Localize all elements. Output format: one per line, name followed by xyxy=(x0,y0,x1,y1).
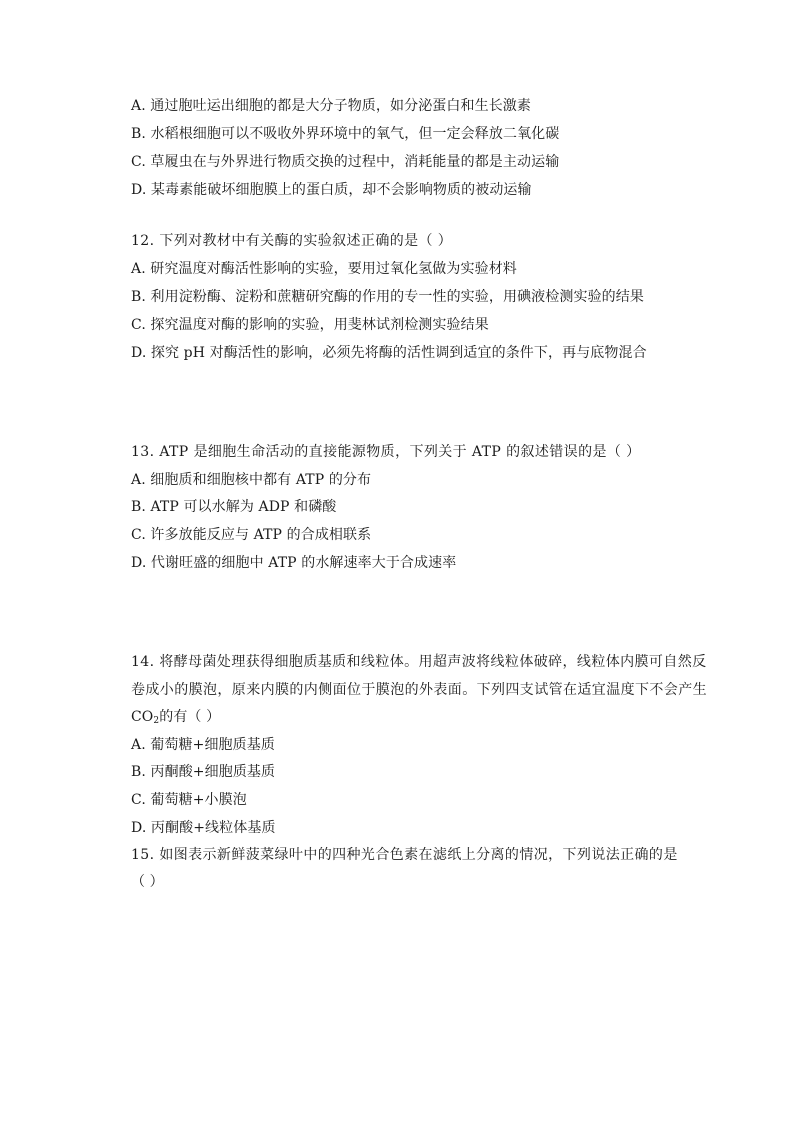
q13-option-b: B. ATP 可以水解为 ADP 和磷酸 xyxy=(131,499,337,515)
q15-stem-line1: 15. 如图表示新鲜菠菜绿叶中的四种光合色素在滤纸上分离的情况，下列说法正确的是 xyxy=(131,847,678,863)
q14-option-d: D. 丙酮酸+线粒体基质 xyxy=(131,820,276,836)
q11-option-a: A. 通过胞吐运出细胞的都是大分子物质，如分泌蛋白和生长激素 xyxy=(131,98,532,114)
q14-stem-line1: 14. 将酵母菌处理获得细胞质基质和线粒体。用超声波将线粒体破碎，线粒体内膜可自然反 xyxy=(131,654,707,670)
q12-stem: 12. 下列对教材中有关酶的实验叙述正确的是（ ） xyxy=(131,233,453,249)
q13-option-c: C. 许多放能反应与 ATP 的合成相联系 xyxy=(131,527,372,543)
q14-stem-line2: 卷成小的膜泡，原来内膜的内侧面位于膜泡的外表面。下列四支试管在适宜温度下不会产生 xyxy=(131,682,707,698)
q12-option-d: D. 探究 pH 对酶活性的影响，必须先将酶的活性调到适宜的条件下，再与底物混合 xyxy=(131,345,647,361)
q11-option-c: C. 草履虫在与外界进行物质交换的过程中，消耗能量的都是主动运输 xyxy=(131,154,560,170)
q11-option-b: B. 水稻根细胞可以不吸收外界环境中的氧气，但一定会释放二氧化碳 xyxy=(131,126,560,142)
q11-option-d: D. 某毒素能破坏细胞膜上的蛋白质，却不会影响物质的被动运输 xyxy=(131,182,532,198)
q15-stem-line2: （ ） xyxy=(131,874,164,890)
q14-option-b: B. 丙酮酸+细胞质基质 xyxy=(131,764,276,780)
q13-option-d: D. 代谢旺盛的细胞中 ATP 的水解速率大于合成速率 xyxy=(131,555,457,571)
q14-option-c: C. 葡萄糖+小膜泡 xyxy=(131,792,247,808)
q12-option-a: A. 研究温度对酶活性影响的实验，要用过氧化氢做为实验材料 xyxy=(131,261,517,277)
q14-option-a: A. 葡萄糖+细胞质基质 xyxy=(131,737,275,753)
q14-stem-line3: $CO_2$的有（ ） xyxy=(131,709,221,726)
q13-option-a: A. 细胞质和细胞核中都有 ATP 的分布 xyxy=(131,472,372,488)
q12-option-b: B. 利用淀粉酶、淀粉和蔗糖研究酶的作用的专一性的实验，用碘液检测实验的结果 xyxy=(131,289,644,305)
q12-option-c: C. 探究温度对酶的影响的实验，用斐林试剂检测实验结果 xyxy=(131,317,489,333)
co2-formula: $CO_2$ xyxy=(131,709,160,726)
q13-stem: 13. ATP 是细胞生命活动的直接能源物质，下列关于 ATP 的叙述错误的是（ ） xyxy=(131,444,641,460)
